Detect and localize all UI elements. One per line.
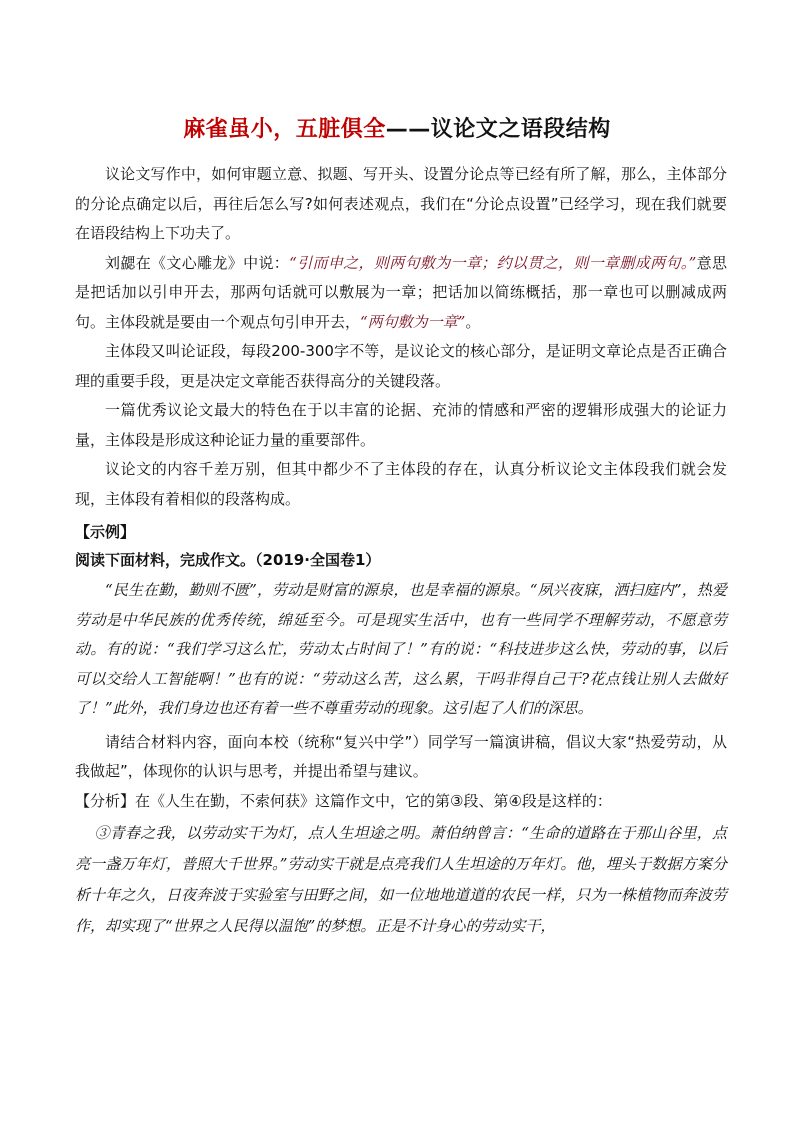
- analysis-paragraph: 【分析】在《人生在勤，不索何获》这篇作文中，它的第③段、第④段是这样的：: [75, 791, 612, 810]
- requirement-paragraph: 请结合材料内容，面向本校（统称“复兴中学”）同学写一篇演讲稿，倡议大家“热爱劳动，从我做起”，体现你的认识与思考，并提出希望与建议。: [75, 732, 727, 780]
- title-main: 麻雀虽小，五脏俱全: [183, 117, 386, 142]
- example-paragraph: ③青春之我，以劳动实干为灯，点人生坦途之明。萧伯纳曾言：“生命的道路在于那山谷里，点亮一盏万年灯，普照大千世界。”劳动实干就是点亮我们人生坦途的万年灯。他，埋头于数据方案分析十年之久，日夜奔波于实验室与田野之间，如一位地地道道的农民一样，只为一株植物而奔波劳作，却实现了“世界之人民得以温饱”的梦想。正是不计身心的劳动实干，: [75, 824, 727, 935]
- intro-paragraph-2: [75, 249, 727, 338]
- p2-text-c: 。: [465, 312, 481, 331]
- intro-paragraph-3: 主体段又叫论证段，每段200-300字不等，是议论文的核心部分，是证明文章论点是否正确合理的重要手段，更是决定文章能否获得高分的关键段落。: [75, 342, 727, 390]
- task-heading: 阅读下面材料，完成作文。（2019·全国卷1）: [75, 551, 381, 569]
- p2-quote-2: “两句敷为一章”: [360, 312, 466, 331]
- example-label: 【示例】: [75, 523, 136, 541]
- document-body: [75, 160, 727, 942]
- material-paragraph: “民生在勤，勤则不匮”，劳动是财富的源泉，也是幸福的源泉。“夙兴夜寐，洒扫庭内”，热爱劳动是中华民族的优秀传统，绵延至今。可是现实生活中，也有一些同学不理解劳动，不愿意劳动。有的说：“我们学习这么忙，劳动太占时间了！”有的说：“科技进步这么快，劳动的事，以后可以交给人工智能啊！”也有的说：“劳动这么苦，这么累，干吗非得自己干?花点钱让别人去做好了！”此外，我们身边也还有着一些不尊重劳动的现象。这引起了人们的深思。: [75, 581, 727, 717]
- p2-text-b: 意思是把话加以引申开去，那两句话就可以敷展为一章；把话加以简练概括，那一章也可以删减成两句。主体段就是要由一个观点句引申开去，: [75, 253, 727, 331]
- intro-paragraph-1: 议论文写作中，如何审题立意、拟题、写开头、设置分论点等已经有所了解，那么，主体部分的分论点确定以后，再往后怎么写?如何表述观点，我们在“分论点设置”已经学习，现在我们就要在语段结构上下功夫了。: [75, 165, 727, 242]
- title-sub: ——议论文之语段结构: [385, 117, 611, 142]
- p2-quote: “引而申之，则两句敷为一章；约以贯之，则一章删成两句。”: [289, 253, 697, 272]
- p2-text-a: 刘勰在《文心雕龙》中说：: [105, 253, 290, 272]
- intro-paragraph-4: 一篇优秀议论文最大的特色在于以丰富的论据、充沛的情感和严密的逻辑形成强大的论证力量，主体段是形成这种论证力量的重要部件。: [75, 401, 727, 449]
- intro-paragraph-5: 议论文的内容千差万别，但其中都少不了主体段的存在，认真分析议论文主体段我们就会发现，主体段有着相似的段落构成。: [75, 460, 727, 508]
- page-title: [0, 112, 794, 143]
